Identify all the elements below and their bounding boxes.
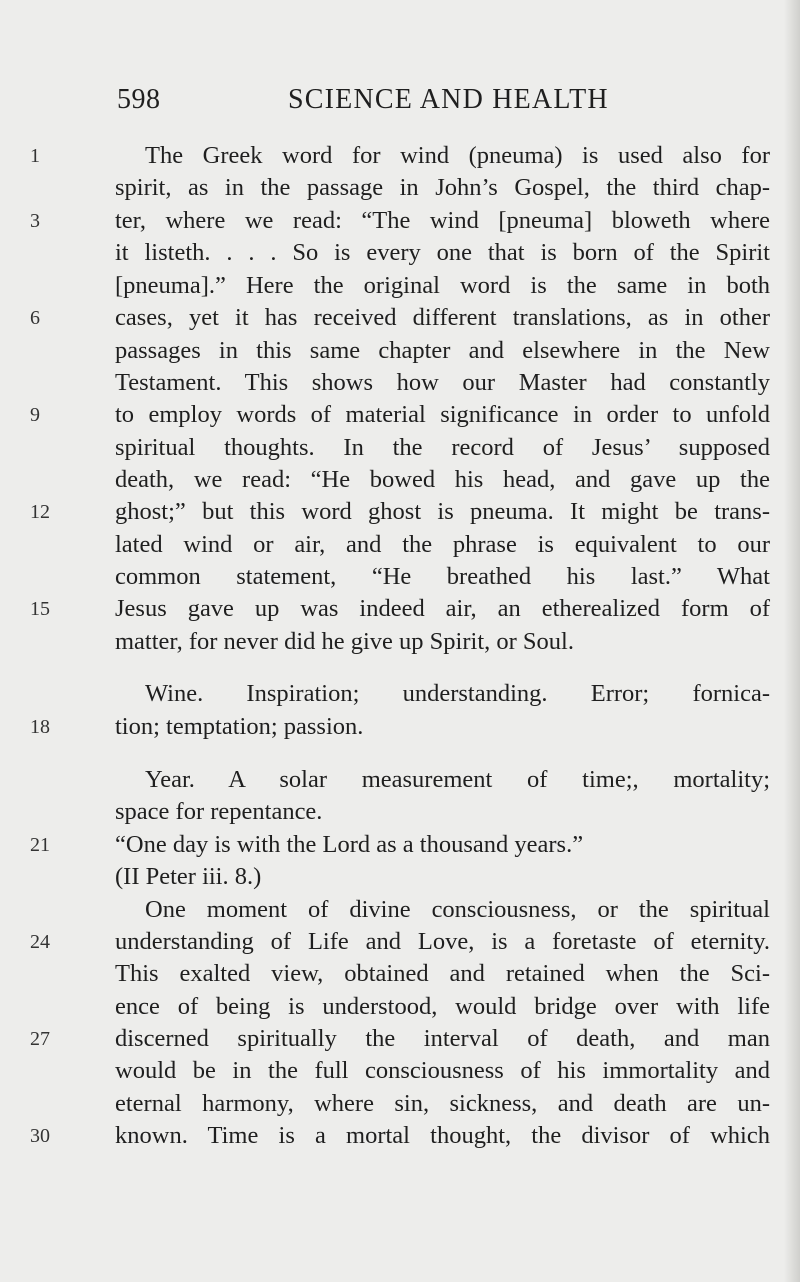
text-line-year-2: space for repentance. — [115, 798, 323, 825]
text-line-year-5: One moment of divine consciousness, or the spiritual — [145, 896, 770, 923]
text-line-year-9: discerned spiritually the interval of death, and man — [115, 1025, 770, 1052]
text-line-14: common statement, “He breathed his last.” What — [115, 563, 770, 590]
text-line-16: matter, for never did he give up Spirit, or Soul. — [115, 628, 574, 655]
text-line-4: it listeth. . . . So is every one that is born of the Spirit — [115, 239, 770, 266]
text-line-9: to employ words of material significance in order to unfold — [115, 401, 770, 428]
text-line-15: Jesus gave up was indeed air, an etherealized form of — [115, 595, 770, 622]
text-line-year-7: This exalted view, obtained and retained when the Sci- — [115, 960, 770, 987]
text-line-11: death, we read: “He bowed his head, and gave up the — [115, 466, 770, 493]
line-number-18: 18 — [30, 716, 50, 738]
text-line-year-8: ence of being is understood, would bridge over with life — [115, 993, 770, 1020]
line-number-27: 27 — [30, 1028, 50, 1050]
text-line-year-4: (II Peter iii. 8.) — [115, 863, 262, 890]
line-number-24: 24 — [30, 931, 50, 953]
text-line-year-3: “One day is with the Lord as a thousand years.” — [115, 831, 584, 858]
text-line-12: ghost;” but this word ghost is pneuma. It might be trans- — [115, 498, 770, 525]
text-line-2: spirit, as in the passage in John’s Gospel, the third chap- — [115, 174, 770, 201]
text-line-year-6: understanding of Life and Love, is a foretaste of eternity. — [115, 928, 770, 955]
line-number-9: 9 — [30, 404, 40, 426]
line-number-15: 15 — [30, 598, 50, 620]
text-line-5: [pneuma].” Here the original word is the same in both — [115, 272, 770, 299]
text-line-13: lated wind or air, and the phrase is equivalent to our — [115, 531, 770, 558]
line-number-12: 12 — [30, 501, 50, 523]
page-edge-shadow — [784, 0, 800, 1282]
text-line-7: passages in this same chapter and elsewhere in the New — [115, 337, 770, 364]
text-line-year-11: eternal harmony, where sin, sickness, and death are un- — [115, 1090, 770, 1117]
line-number-1: 1 — [30, 145, 40, 167]
text-line-year-1: Year. A solar measurement of time;, mortality; — [145, 766, 770, 793]
line-number-21: 21 — [30, 834, 50, 856]
line-number-3: 3 — [30, 210, 40, 232]
text-line-1: The Greek word for wind (pneuma) is used also for — [145, 142, 770, 169]
text-line-wine-1: Wine. Inspiration; understanding. Error; fornica- — [145, 680, 770, 707]
text-line-year-10: would be in the full consciousness of his immortality and — [115, 1057, 770, 1084]
page-number: 598 — [117, 84, 161, 115]
text-line-10: spiritual thoughts. In the record of Jesus’ supposed — [115, 434, 770, 461]
line-number-6: 6 — [30, 307, 40, 329]
line-number-30: 30 — [30, 1125, 50, 1147]
page-header — [117, 84, 637, 118]
running-head: SCIENCE AND HEALTH — [288, 84, 609, 115]
text-line-3: ter, where we read: “The wind [pneuma] bloweth where — [115, 207, 770, 234]
text-line-6: cases, yet it has received different translations, as in other — [115, 304, 770, 331]
text-line-wine-2: tion; temptation; passion. — [115, 713, 364, 740]
text-line-8: Testament. This shows how our Master had constantly — [115, 369, 770, 396]
text-line-year-12: known. Time is a mortal thought, the divisor of which — [115, 1122, 770, 1149]
